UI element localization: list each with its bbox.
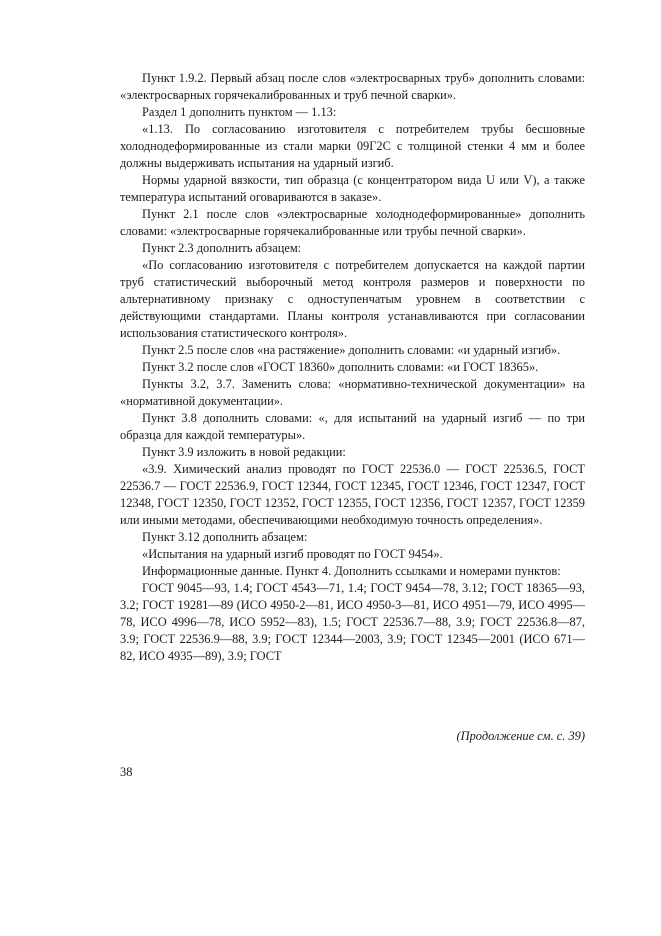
paragraph: «3.9. Химический анализ проводят по ГОСТ 22536.0 — ГОСТ 22536.5, ГОСТ 22536.7 — ГОСТ 22536.9, ГОСТ 12344, ГОСТ 12345, ГОСТ 12346, ГОСТ 12347, ГОСТ 12348, ГОСТ 12350, ГОСТ 12352, ГОСТ 12355, ГОСТ 12356, ГОСТ 12357, ГОСТ 12359 или иными методами, обеспечивающими необходимую точность определения». <box>120 462 585 527</box>
paragraph: Пункты 3.2, 3.7. Заменить слова: «нормативно-технической документации» на «нормативной документации». <box>120 377 585 408</box>
paragraph: «Испытания на ударный изгиб проводят по ГОСТ 9454». <box>142 547 443 561</box>
paragraph: Пункт 3.9 изложить в новой редакции: <box>142 445 346 459</box>
paragraph: Пункт 3.12 дополнить абзацем: <box>142 530 308 544</box>
paragraph: Пункт 3.8 дополнить словами: «, для испытаний на ударный изгиб — по три образца для каждой температуры». <box>120 411 585 442</box>
paragraph: Пункт 2.5 после слов «на растяжение» дополнить словами: «и ударный изгиб». <box>142 343 561 357</box>
paragraph: ГОСТ 9045—93, 1.4; ГОСТ 4543—71, 1.4; ГОСТ 9454—78, 3.12; ГОСТ 18365—93, 3.2; ГОСТ 19281—89 (ИСО 4950-2—81, ИСО 4950-3—81, ИСО 4951—79, ИСО 4995—78, ИСО 4996—78, ИСО 5952—83), 1.5; ГОСТ 22536.7—88, 3.9; ГОСТ 22536.8—87, 3.9; ГОСТ 22536.9—88, 3.9; ГОСТ 12344—2003, 3.9; ГОСТ 12345—2001 (ИСО 671—82, ИСО 4935—89), 3.9; ГОСТ <box>120 581 585 663</box>
paragraph: Нормы ударной вязкости, тип образца (с концентратором вида U или V), а также температура испытаний оговариваются в заказе». <box>120 173 585 204</box>
paragraph: «1.13. По согласованию изготовителя с потребителем трубы бесшовные холоднодеформированные из стали марки 09Г2С с толщиной стенки 4 мм и более должны выдерживать испытания на ударный изгиб. <box>120 122 585 170</box>
page-number: 38 <box>120 765 133 779</box>
continuation-note: (Продолжение см. с. 39) <box>456 729 585 743</box>
paragraph: Пункт 2.1 после слов «электросварные холоднодеформированные» дополнить словами: «электросварные горячекалиброванные или трубы печной сварки». <box>120 207 585 238</box>
paragraph: Пункт 1.9.2. Первый абзац после слов «электросварных труб» дополнить словами: «электросварных горячекалиброванных и труб печной сварки». <box>120 71 585 102</box>
paragraph: Пункт 2.3 дополнить абзацем: <box>142 241 302 255</box>
paragraph: «По согласованию изготовителя с потребителем допускается на каждой партии труб статистический выборочный метод контроля размеров и поверхности по альтернативному признаку с одноступенчатым уровнем в соответствии с действующими стандартами. Планы контроля устанавливаются при согласовании использования статистического контроля». <box>120 258 585 340</box>
page-body-text <box>120 70 585 665</box>
paragraph: Информационные данные. Пункт 4. Дополнить ссылками и номерами пунктов: <box>142 564 561 578</box>
paragraph: Пункт 3.2 после слов «ГОСТ 18360» дополнить словами: «и ГОСТ 18365». <box>142 360 539 374</box>
paragraph: Раздел 1 дополнить пунктом — 1.13: <box>142 105 337 119</box>
